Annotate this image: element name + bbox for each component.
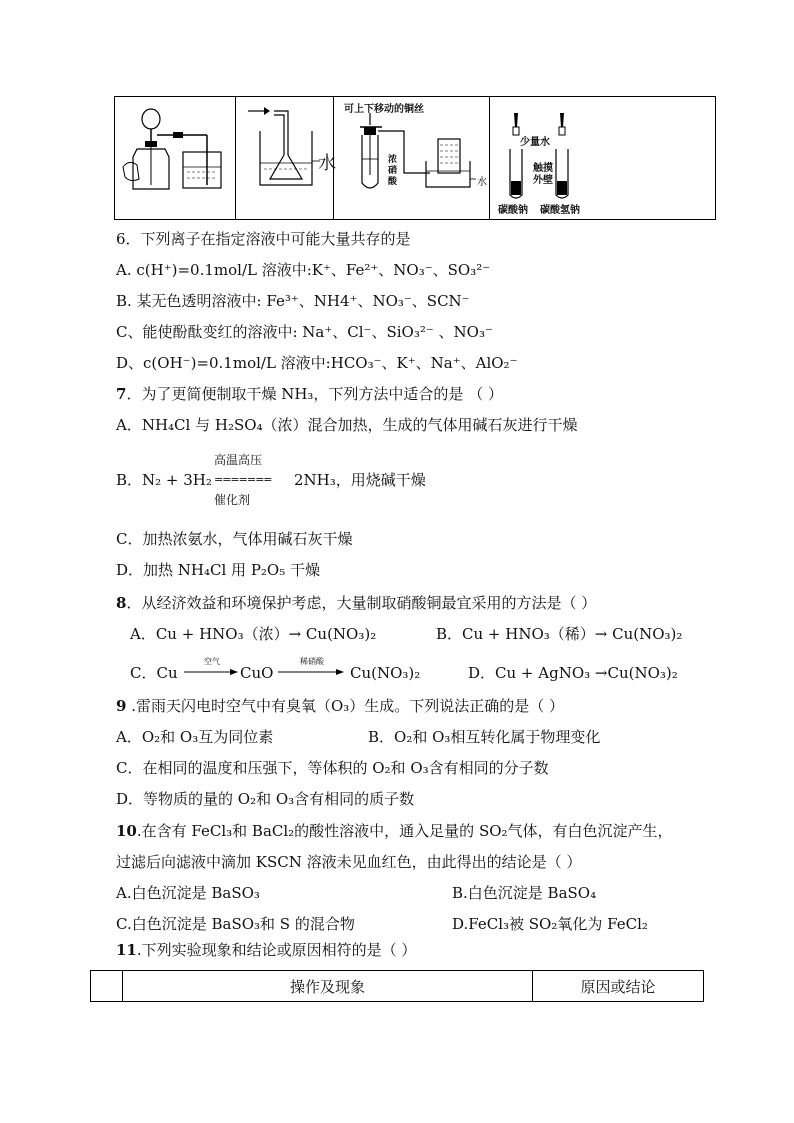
q7-option-b-left: B．N₂ + 3H₂ — [116, 471, 212, 489]
q10-option-b: B.白色沉淀是 BaSO₄ — [452, 884, 597, 902]
q8-option-d: D．Cu + AgNO₃ →Cu(NO₃)₂ — [468, 664, 678, 682]
q10-stem-line2: 过滤后向滤液中滴加 KSCN 溶液未见血红色，由此得出的结论是（ ） — [116, 853, 582, 871]
q8-option-c-mid: CuO — [240, 664, 274, 682]
q8-arrow1 — [184, 668, 238, 676]
q9-option-c: C．在相同的温度和压强下，等体积的 O₂和 O₃含有相同的分子数 — [116, 759, 549, 777]
figure-cell-4 — [490, 97, 715, 219]
sodium-bicarbonate-label: 碳酸氢钠 — [540, 205, 580, 216]
q7-option-c: C．加热浓氨水，气体用碱石灰干燥 — [116, 530, 353, 548]
q7-option-d: D．加热 NH₄Cl 用 P₂O₅ 干燥 — [116, 561, 321, 579]
q8-stem-text: ．从经济效益和环境保护考虑，大量制取硝酸铜最宜采用的方法是（ ） — [126, 594, 597, 612]
q6-option-c: C、能使酚酞变红的溶液中: Na⁺、Cl⁻、SiO₃²⁻ 、NO₃⁻ — [116, 323, 493, 341]
q7-option-a: A．NH₄Cl 与 H₂SO₄（浓）混合加热，生成的气体用碱石灰进行干燥 — [116, 416, 578, 434]
q7-stem-text: ．为了更简便制取干燥 NH₃，下列方法中适合的是 （ ） — [126, 385, 503, 403]
q11-table-col-index — [91, 971, 123, 1001]
q8-option-c-start: C．Cu — [130, 664, 178, 682]
q10-option-a: A.白色沉淀是 BaSO₃ — [116, 884, 260, 902]
q11-number: 11 — [116, 941, 137, 959]
touch-outer-wall-label: 触摸 外壁 — [533, 163, 553, 186]
q7-stem — [116, 384, 503, 404]
q9-option-b: B．O₂和 O₃相互转化属于物理变化 — [368, 728, 601, 746]
q11-table-header-conclusion: 原因或结论 — [580, 977, 656, 996]
q9-stem — [116, 696, 564, 716]
q7-number: 7 — [116, 385, 127, 403]
q9-option-d: D．等物质的量的 O₂和 O₃含有相同的质子数 — [116, 790, 415, 808]
q8-arrow1-label: 空气 — [204, 657, 220, 666]
q10-option-d: D.FeCl₃被 SO₂氧化为 FeCl₂ — [452, 915, 648, 933]
q10-number: 10 — [116, 822, 137, 840]
figure-cell-2 — [236, 97, 334, 219]
q9-number: 9 — [116, 697, 127, 715]
q7-equilibrium-sign: ======= — [214, 473, 272, 486]
q7-condition-top: 高温高压 — [214, 453, 263, 467]
q8-option-c-end: Cu(NO₃)₂ — [350, 664, 421, 682]
q11-stem — [116, 940, 416, 960]
water-label-2: 水 — [477, 177, 487, 188]
figure-cell-1 — [115, 97, 236, 219]
q9-option-a: A．O₂和 O₃互为同位素 — [116, 728, 274, 746]
concentrated-nitric-acid-label: 浓 硝 酸 — [388, 155, 398, 187]
q8-stem — [116, 593, 596, 613]
q6-option-b: B. 某无色透明溶液中: Fe³⁺、NH4⁺、NO₃⁻、SCN⁻ — [116, 292, 470, 310]
q6-option-a: A. c(H⁺)=0.1mol/L 溶液中:K⁺、Fe²⁺、NO₃⁻、SO₃²⁻ — [116, 261, 491, 279]
q10-option-c: C.白色沉淀是 BaSO₃和 S 的混合物 — [116, 915, 355, 933]
movable-copper-wire-label: 可上下移动的铜丝 — [344, 104, 424, 115]
q8-option-b: B．Cu + HNO₃（稀）→ Cu(NO₃)₂ — [436, 625, 683, 643]
q11-table — [90, 970, 704, 1002]
q7-option-b-right: 2NH₃，用烧碱干燥 — [294, 471, 426, 489]
q7-condition-bottom: 催化剂 — [214, 493, 251, 507]
q10-stem-line1 — [116, 821, 673, 841]
water-label: 水 — [318, 153, 336, 174]
q6-option-d: D、c(OH⁻)=0.1mol/L 溶液中:HCO₃⁻、K⁺、Na⁺、AlO₂⁻ — [116, 354, 518, 372]
small-amount-water-label: 少量水 — [520, 137, 550, 148]
q8-arrow2-label: 稀硝酸 — [300, 657, 324, 666]
figure-cell-3 — [334, 97, 490, 219]
q11-table-header-operation: 操作及现象 — [123, 971, 533, 1001]
q11-stem-text: .下列实验现象和结论或原因相符的是（ ） — [136, 941, 417, 959]
q10-stem-text: .在含有 FeCl₃和 BaCl₂的酸性溶液中，通入足量的 SO₂气体，有白色沉淀产生， — [136, 822, 673, 840]
q8-arrow2 — [278, 668, 344, 676]
q6-stem: 6．下列离子在指定溶液中可能大量共存的是 — [116, 230, 411, 248]
sodium-carbonate-label: 碳酸钠 — [498, 205, 528, 216]
fountain-apparatus-drawing — [115, 97, 236, 219]
apparatus-figure-table — [114, 96, 716, 220]
q9-stem-text: .雷雨天闪电时空气中有臭氧（O₃）生成。下列说法正确的是（ ） — [126, 697, 565, 715]
copper-nitric-acid-drawing — [334, 97, 490, 219]
q8-number: 8 — [116, 594, 127, 612]
q8-option-a: A．Cu + HNO₃（浓）→ Cu(NO₃)₂ — [130, 625, 377, 643]
